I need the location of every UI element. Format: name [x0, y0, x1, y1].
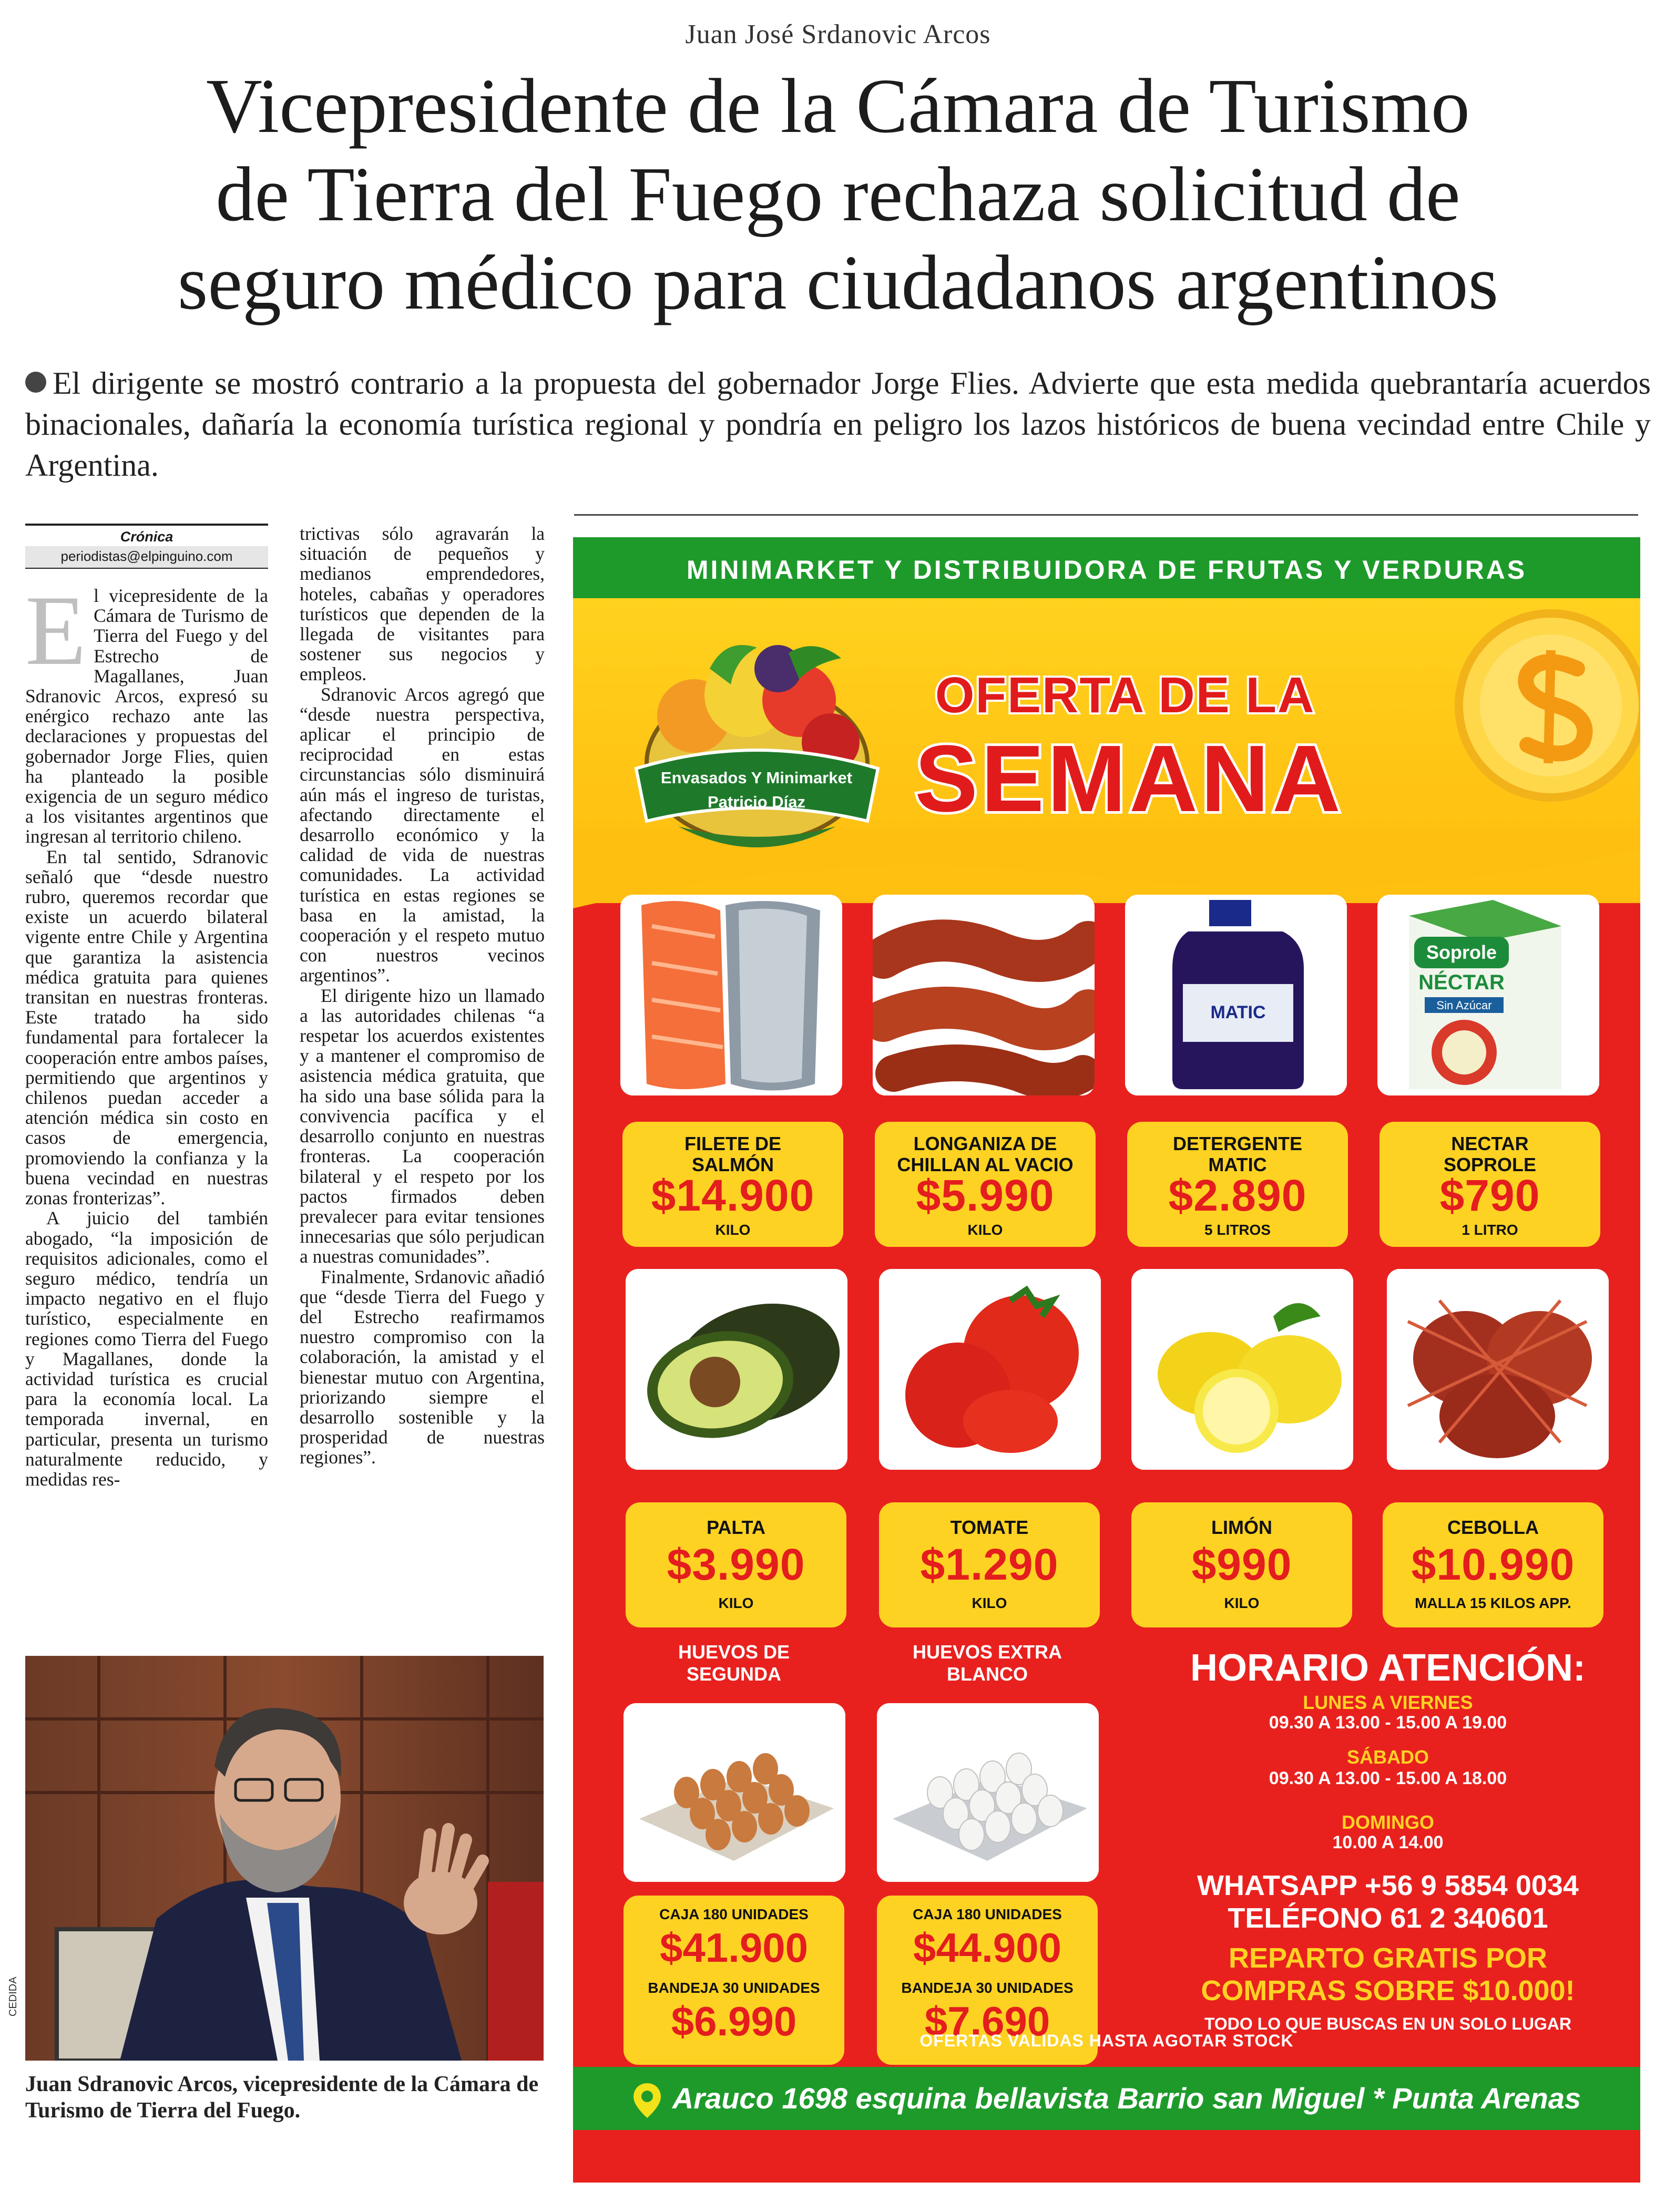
price-tag — [622, 1122, 843, 1247]
product-name: CEBOLLA — [1447, 1517, 1539, 1538]
advertisement[interactable] — [573, 537, 1640, 2183]
product-price: $1.290 — [920, 1540, 1059, 1589]
logo-text: Envasados Y Minimarket — [660, 769, 853, 787]
salmon-fillet-icon — [620, 895, 842, 1095]
product-name: FILETE DE SALMÓN — [684, 1133, 781, 1175]
product-name: LONGANIZA DE CHILLAN AL VACIO — [897, 1133, 1074, 1175]
logo-subtext: Patricio Díaz — [707, 793, 806, 811]
egg-product-label: HUEVOS EXTRA BLANCO — [912, 1641, 1062, 1685]
photo-credit: CEDIDA — [7, 1977, 19, 2016]
product-name: TOMATE — [950, 1517, 1029, 1538]
product-unit: KILO — [1224, 1595, 1260, 1611]
article-column-2 — [300, 524, 545, 1643]
coin-icon — [1435, 606, 1640, 816]
juice-carton-icon — [1377, 895, 1599, 1095]
product-price: $3.990 — [667, 1540, 805, 1589]
box-price: $44.900 — [913, 1924, 1061, 1971]
drop-cap: E — [25, 576, 87, 686]
article-photo — [25, 1656, 544, 2061]
byline: Juan José Srdanovic Arcos — [685, 19, 991, 49]
offer-title-big: SEMANA — [915, 726, 1344, 832]
product-price: $5.990 — [916, 1171, 1055, 1220]
product-price: $990 — [1191, 1540, 1292, 1589]
product-image — [1125, 895, 1347, 1095]
product-image — [1387, 1269, 1609, 1470]
paragraph — [25, 576, 268, 847]
address-text: Arauco 1698 esquina bellavista Barrio san Miguel * Punta Arenas — [672, 2082, 1581, 2115]
lede-text: El dirigente se mostró contrario a la propuesta del gobernador Jorge Flies. Advierte que esta medida quebrantaría acuerdos binacionales, dañaría la economía turística regional y pondría en peligro los lazos históricos de buena vecindad entre Chile y Argentina. — [25, 366, 1651, 483]
product-name: NECTAR SOPROLE — [1443, 1133, 1537, 1175]
divider — [574, 514, 1638, 516]
lemon-icon — [1131, 1269, 1353, 1470]
free-delivery-condition: COMPRAS SOBRE $10.000! — [1201, 1975, 1575, 2006]
offer-validity: OFERTAS VALIDAS HASTA AGOTAR STOCK — [919, 2031, 1294, 2050]
hours-sunday: DOMINGO — [1342, 1811, 1434, 1833]
paragraph: Sdranovic Arcos agregó que “desde nuestra perspectiva, aplicar el principio de reciprocidad en estas circunstancias sólo disminuirá aún más el ingreso de turistas, afectando directamente el desarrollo económico y la calidad de vida de nuestras comunidades. La actividad turística en estas regiones se basa en la amistad, la cooperación y el respeto mutuo con nuestros vecinos argentinos”. — [300, 683, 545, 986]
paragraph: trictivas sólo agravarán la situación de pequeños y medianos emprendedores, hoteles, cabañas y operadores turísticos que dependen de la llegada de visitantes para sostener sus negocios y empleos. — [300, 523, 545, 685]
product-name: DETERGENTE MATIC — [1172, 1133, 1303, 1175]
price-tag — [1383, 1502, 1603, 1627]
location-pin-icon — [632, 2082, 662, 2119]
product-unit: KILO — [718, 1595, 754, 1611]
hours-title: HORARIO ATENCIÓN: — [1190, 1647, 1586, 1689]
svg-text:MATIC: MATIC — [1210, 1002, 1266, 1022]
tray-label: BANDEJA 30 UNIDADES — [901, 1980, 1074, 1996]
author-email[interactable]: periodistas@elpinguino.com — [25, 546, 268, 568]
phone-contact[interactable]: TELÉFONO 61 2 340601 — [1228, 1902, 1548, 1934]
product-unit: 5 LITROS — [1204, 1222, 1271, 1238]
ad-banner: MINIMARKET Y DISTRIBUIDORA DE FRUTAS Y VERDURAS — [573, 537, 1640, 598]
product-image — [873, 895, 1095, 1095]
article-column-1 — [25, 576, 268, 1642]
offer-headline — [915, 667, 1344, 861]
headline — [32, 62, 1644, 327]
price-tag — [1131, 1502, 1352, 1627]
product-image — [877, 1703, 1099, 1882]
carton-product: NÉCTAR — [1418, 971, 1505, 994]
paragraph: A juicio del también abogado, “la imposición de requisitos adicionales, como el seguro médico, tendría un impacto negativo en el flujo turístico, especialmente en regiones como Tierra del Fuego y Magallanes, donde la actividad turística es crucial para la economía local. La temporada invernal, en particular, presenta un turismo naturalmente reducido, y medidas res- — [25, 1207, 268, 1490]
product-price: $2.890 — [1168, 1171, 1307, 1220]
white-eggs-icon — [877, 1703, 1099, 1882]
product-name: PALTA — [707, 1517, 765, 1538]
brown-eggs-icon — [624, 1703, 845, 1882]
product-price: $790 — [1439, 1171, 1540, 1220]
price-tag — [1379, 1122, 1600, 1247]
store-address[interactable] — [573, 2067, 1640, 2130]
product-name: LIMÓN — [1211, 1517, 1272, 1538]
egg-product-label: HUEVOS DE SEGUNDA — [678, 1641, 790, 1685]
product-price: $10.990 — [1411, 1540, 1575, 1589]
paragraph: El dirigente hizo un llamado a las autoridades chilenas “a respetar los acuerdos existentes y a mantener el compromiso de asistencia médica gratuita, que ha sido una base sólida para la convivencia pacífica y el desarrollo conjunto en nuestras fronteras. La cooperación bilateral y el respeto por los pactos firmados deben prevalecer para evitar tensiones innecesarias que sólo perjudican a nuestras comunidades”. — [300, 985, 545, 1267]
paragraph: En tal sentido, Sdranovic señaló que “desde nuestro rubro, queremos recordar que existe un acuerdo bilateral vigente entre Chile y Argentina que garantiza la asistencia médica gratuita para quienes transitan en nuestras fronteras. Este tratado ha sido fundamental para fortalecer la cooperación entre ambos países, permitiendo que argentinos y chilenos puedan acceder a atención médica sin costo en casos de emergencia, promoviendo la confianza y la buena vecindad en nuestras zonas fronterizas”. — [25, 846, 268, 1209]
whatsapp-contact[interactable]: WHATSAPP +56 9 5854 0034 — [1197, 1870, 1579, 1901]
price-tag — [626, 1502, 846, 1627]
store-tagline: TODO LO QUE BUSCAS EN UN SOLO LUGAR — [1204, 2014, 1572, 2033]
tray-price: $7.690 — [924, 1998, 1050, 2044]
free-delivery: REPARTO GRATIS POR — [1228, 1942, 1548, 1974]
photo-caption: Juan Sdranovic Arcos, vicepresidente de la Cámara de Turismo de Tierra del Fuego. — [25, 2072, 539, 2123]
price-tag — [1127, 1122, 1348, 1247]
product-image — [624, 1703, 845, 1882]
carton-variant: Sin Azúcar — [1436, 999, 1492, 1012]
product-image — [1377, 895, 1599, 1095]
product-image — [879, 1269, 1101, 1470]
product-image — [626, 1269, 847, 1470]
hours-saturday-time: 09.30 A 13.00 - 15.00 A 18.00 — [1269, 1768, 1507, 1788]
box-label: CAJA 180 UNIDADES — [913, 1906, 1062, 1922]
hours-saturday: SÁBADO — [1346, 1746, 1429, 1768]
product-unit: KILO — [972, 1595, 1007, 1611]
avocado-icon — [626, 1269, 847, 1470]
product-image — [1131, 1269, 1353, 1470]
price-tag — [875, 1122, 1096, 1247]
hours-sunday-time: 10.00 A 14.00 — [1332, 1832, 1444, 1852]
product-unit: 1 LITRO — [1462, 1222, 1518, 1238]
product-unit: MALLA 15 KILOS APP. — [1415, 1595, 1571, 1611]
product-image — [620, 895, 842, 1095]
hours-weekdays-time: 09.30 A 13.00 - 15.00 A 19.00 — [1269, 1713, 1507, 1733]
section-credit — [25, 524, 268, 569]
detergent-bottle-icon — [1125, 895, 1347, 1095]
sausage-icon — [873, 895, 1095, 1095]
section-label: Crónica — [120, 529, 173, 545]
bullet-icon — [25, 372, 46, 393]
store-logo — [620, 637, 894, 868]
product-price: $14.900 — [651, 1171, 815, 1220]
box-price: $41.900 — [660, 1924, 808, 1971]
headline-line: seguro médico para ciudadanos argentinos — [177, 240, 1499, 326]
carton-brand: Soprole — [1426, 941, 1497, 963]
lede — [25, 363, 1651, 486]
offer-title-small: OFERTA DE LA — [935, 667, 1315, 723]
tray-price: $6.990 — [671, 1998, 797, 2044]
hours-weekdays: LUNES A VIERNES — [1303, 1692, 1473, 1713]
portrait-illustration — [25, 1656, 544, 2061]
tray-label: BANDEJA 30 UNIDADES — [648, 1980, 820, 1996]
box-label: CAJA 180 UNIDADES — [659, 1906, 809, 1922]
product-unit: KILO — [967, 1222, 1003, 1238]
product-unit: KILO — [715, 1222, 751, 1238]
onion-bag-icon — [1387, 1269, 1609, 1470]
headline-line: de Tierra del Fuego rechaza solicitud de — [216, 151, 1460, 238]
price-tag — [879, 1502, 1100, 1627]
headline-line: Vicepresidente de la Cámara de Turismo — [206, 63, 1470, 149]
paragraph-text: l vicepresidente de la Cámara de Turismo de Tierra del Fuego y del Estrecho de Magallanes, Juan Sdranovic Arcos, expresó su enérgico rechazo ante las declaraciones y propuestas del gobernador Jorge Flies, quien ha planteado la posible exigencia de un seguro médico a los visitantes argentinos que ingresan al territorio chileno. — [25, 585, 268, 847]
fruit-basket-icon — [620, 637, 894, 868]
paragraph: Finalmente, Srdanovic añadió que “desde Tierra del Fuego y del Estrecho reafirmamos nuestro compromiso con la colaboración, la amistad y el bienestar mutuo con Argentina, priorizando siempre el desarrollo sostenible y la prosperidad de nuestras regiones”. — [300, 1266, 545, 1468]
tomato-icon — [879, 1269, 1101, 1470]
